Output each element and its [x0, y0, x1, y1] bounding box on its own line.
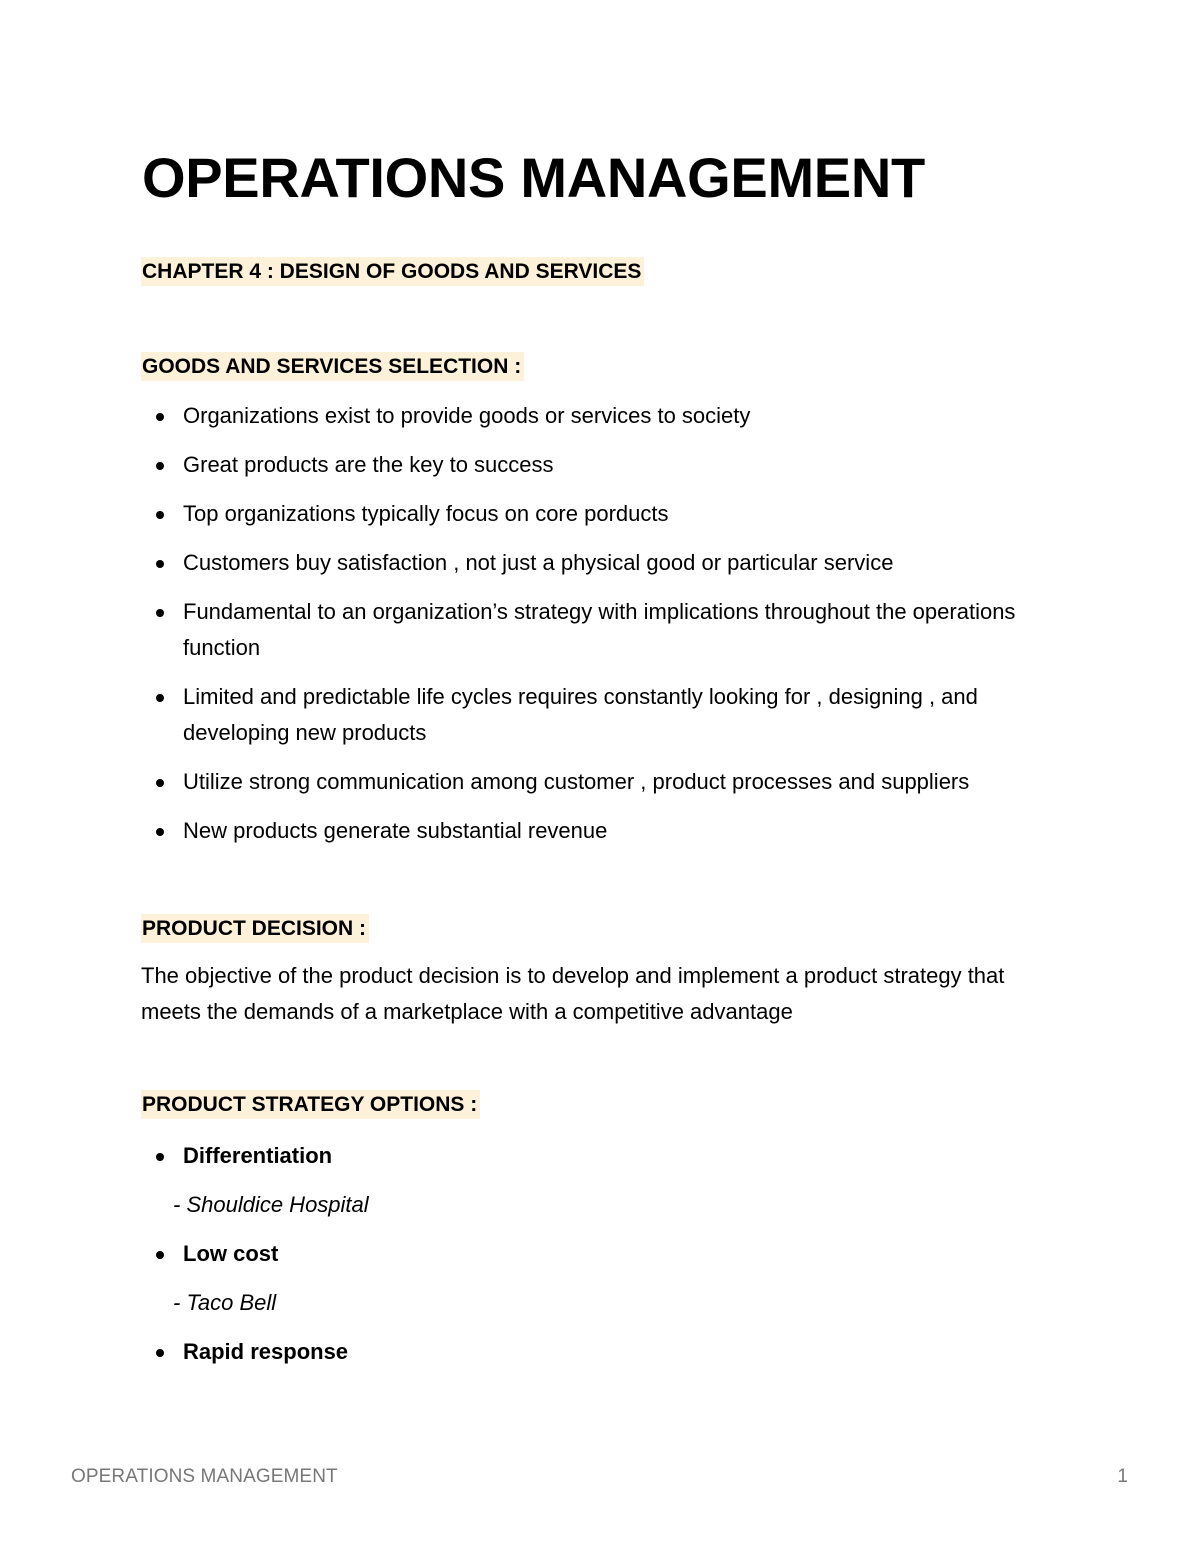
list-item: Limited and predictable life cycles requires constantly looking for , designing , and developing new products — [183, 679, 1063, 751]
section-heading-text: PRODUCT DECISION : — [141, 914, 369, 943]
list-item-strategy-option — [173, 1236, 1063, 1321]
page-title: OPERATIONS MANAGEMENT — [142, 146, 925, 209]
section-heading-product-decision — [141, 914, 369, 944]
list-item: Utilize strong communication among customer , product processes and suppliers — [183, 764, 1063, 800]
list-item: New products generate substantial revenue — [183, 813, 1063, 849]
bullet-list-strategy-options — [173, 1138, 1063, 1383]
strategy-option-label: Differentiation — [183, 1143, 333, 1168]
strategy-option-example: - Shouldice Hospital — [173, 1192, 369, 1217]
list-item-strategy-option — [173, 1138, 1063, 1223]
strategy-option-example: - Taco Bell — [173, 1290, 277, 1315]
list-item: Fundamental to an organization’s strategy with implications throughout the operations function — [183, 594, 1063, 666]
strategy-option-label: Low cost — [183, 1241, 279, 1266]
bullet-list-goods-services-selection — [183, 398, 1063, 862]
section-heading-text: GOODS AND SERVICES SELECTION : — [141, 352, 524, 381]
chapter-heading-text: CHAPTER 4 : DESIGN OF GOODS AND SERVICES — [141, 257, 644, 286]
page-number: 1 — [1117, 1466, 1128, 1487]
list-item: Organizations exist to provide goods or services to society — [183, 398, 1063, 434]
section-heading-text: PRODUCT STRATEGY OPTIONS : — [141, 1090, 480, 1119]
footer-title: OPERATIONS MANAGEMENT — [71, 1466, 338, 1487]
list-item-strategy-option — [183, 1334, 1063, 1370]
strategy-option-label: Rapid response — [183, 1339, 349, 1364]
list-item: Customers buy satisfaction , not just a physical good or particular service — [183, 545, 1063, 581]
list-item: Great products are the key to success — [183, 447, 1063, 483]
product-decision-paragraph: The objective of the product decision is to develop and implement a product strategy that meets the demands of a marketplace with a competitive advantage — [141, 963, 1005, 1024]
section-heading-goods-services-selection — [141, 352, 524, 382]
list-item: Top organizations typically focus on core porducts — [183, 496, 1063, 532]
chapter-heading — [141, 257, 644, 287]
section-heading-product-strategy-options — [141, 1090, 480, 1120]
